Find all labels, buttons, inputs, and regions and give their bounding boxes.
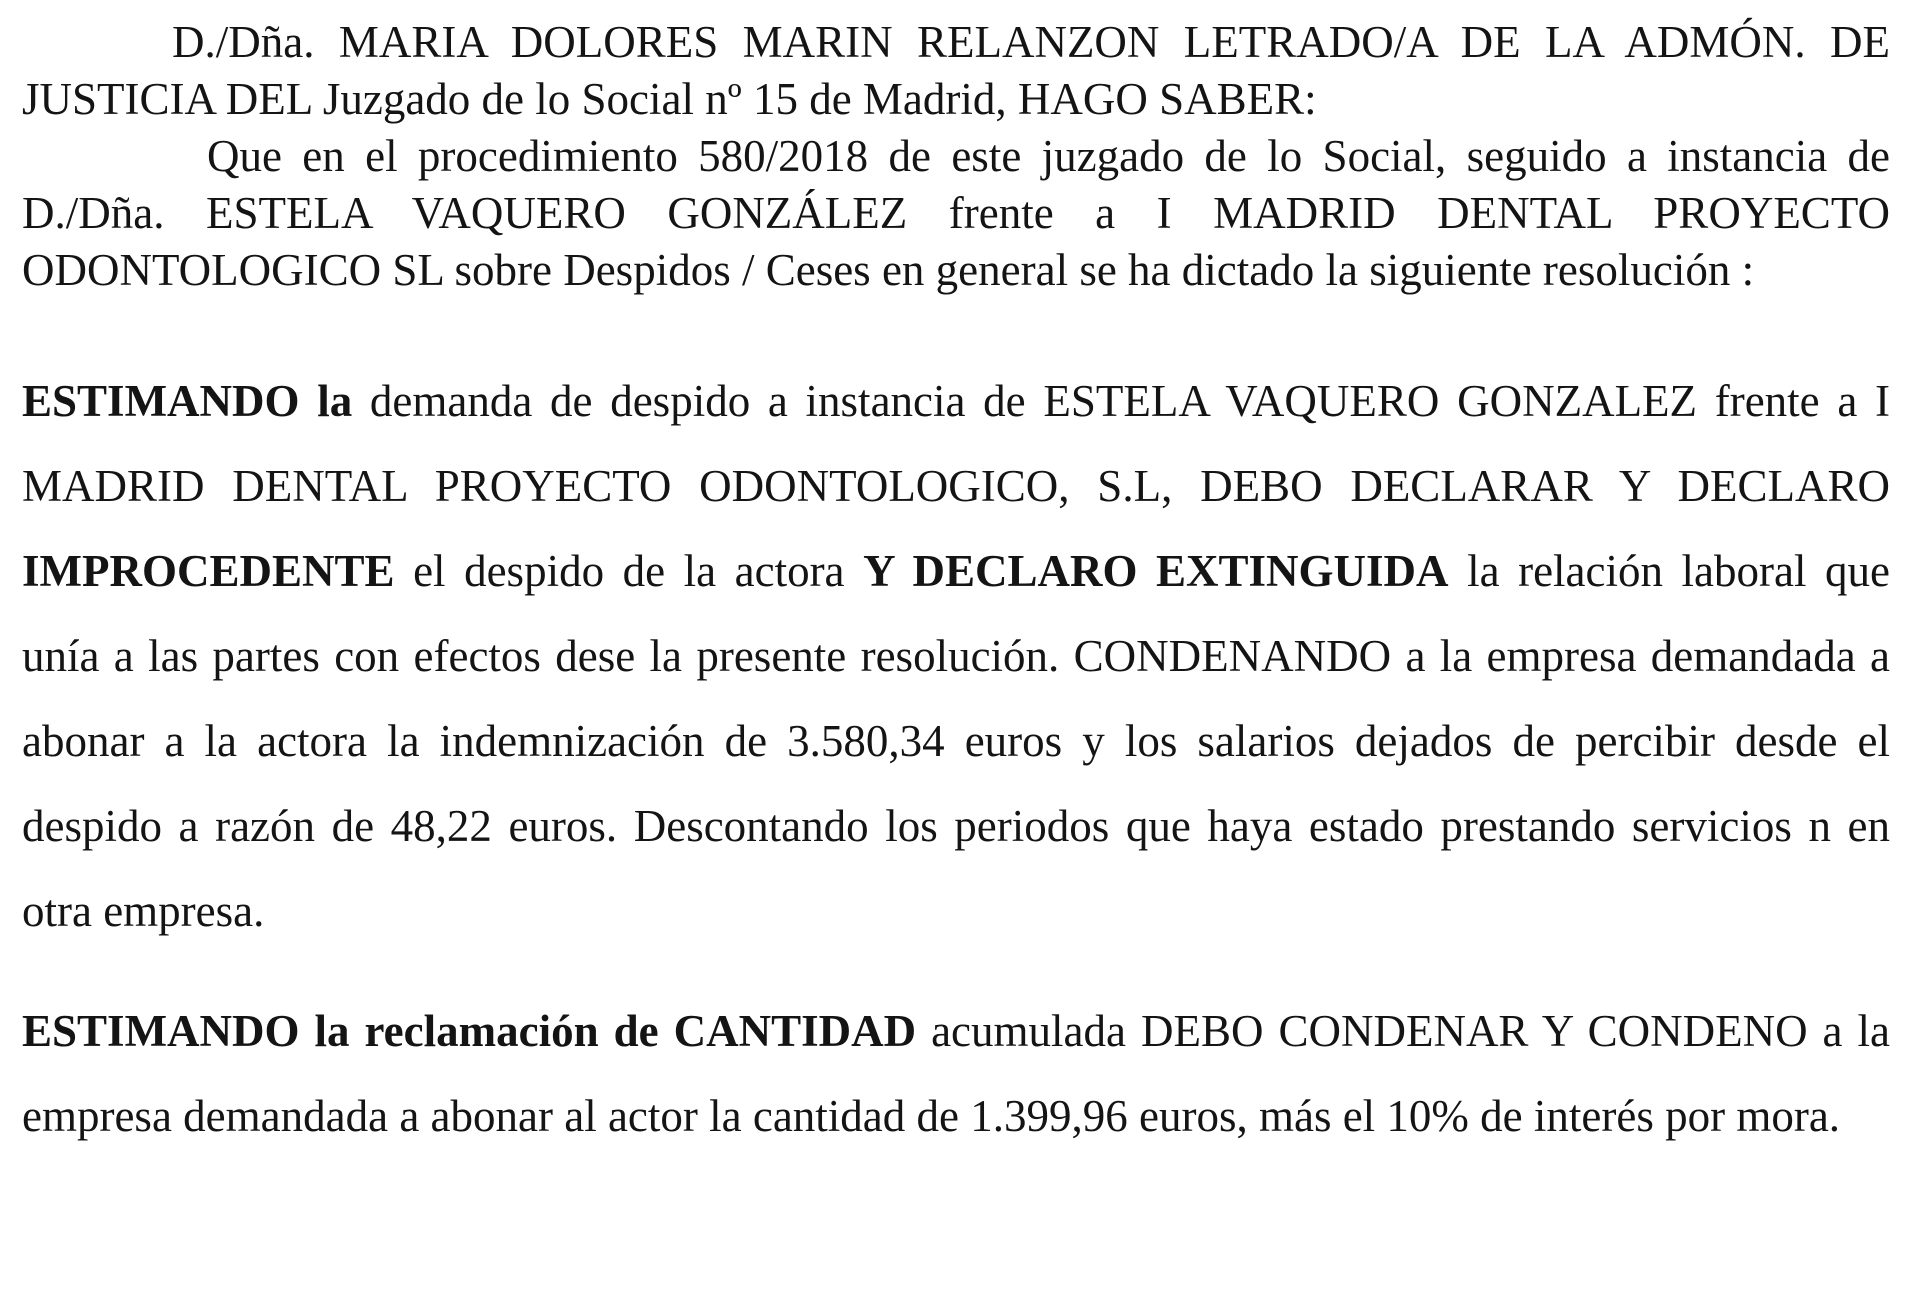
procedure-paragraph: Que en el procedimiento 580/2018 de este juzgado de lo Social, seguido a instancia de D./Dña. ESTELA VAQUERO GONZÁLEZ frente a I MADRID DENTAL PROYECTO ODONTOLOGICO SL sobre Despidos / Ceses en general se ha dictado la siguiente resolución :: [22, 131, 1890, 295]
ruling1-bold-improcedente: IMPROCEDENTE: [22, 546, 395, 596]
ruling1-text-2: el despido de la actora: [394, 546, 864, 596]
ruling1-bold-estimando: ESTIMANDO la: [22, 376, 353, 426]
heading-paragraph: [22, 14, 1890, 128]
ruling1-text-1: demanda de despido a instancia de ESTELA VAQUERO GONZALEZ frente a I MADRID DENTAL PROYECTO ODONTOLOGICO, S.L, DEBO DECLARAR Y DECLARO: [22, 376, 1890, 511]
ruling1-bold-extinguida: Y DECLARO EXTINGUIDA: [863, 546, 1449, 596]
ruling2-bold-estimando: ESTIMANDO la reclamación de CANTIDAD: [22, 1006, 917, 1056]
heading-line-1: D./Dña. MARIA DOLORES MARIN RELANZON LETRADO/A DE LA: [172, 17, 1603, 67]
ruling2-text-1: acumulada DEBO CONDENAR Y CONDENO a la empresa demandada a abonar al actor la cantidad de 1.399,96 euros, más el 10% de interés por mora.: [22, 1006, 1890, 1141]
ruling-paragraph-dismissal: [22, 359, 1890, 954]
document-page: [22, 14, 1890, 1159]
heading-line-2: ADMÓN. DE JUSTICIA DEL Juzgado de lo Social nº 15 de Madrid, HAGO SABER:: [22, 17, 1890, 124]
ruling-paragraph-amount: [22, 989, 1890, 1159]
ruling1-text-3: la relación laboral que unía a las partes con efectos dese la presente resolución. CONDENANDO a la empresa demandada a abonar a la actora la indemnización de 3.580,34 euros y los salarios dejados de percibir desde el despido a razón de 48,22 euros. Descontando los periodos que haya estado prestando servicios n en otra empresa.: [22, 546, 1890, 936]
